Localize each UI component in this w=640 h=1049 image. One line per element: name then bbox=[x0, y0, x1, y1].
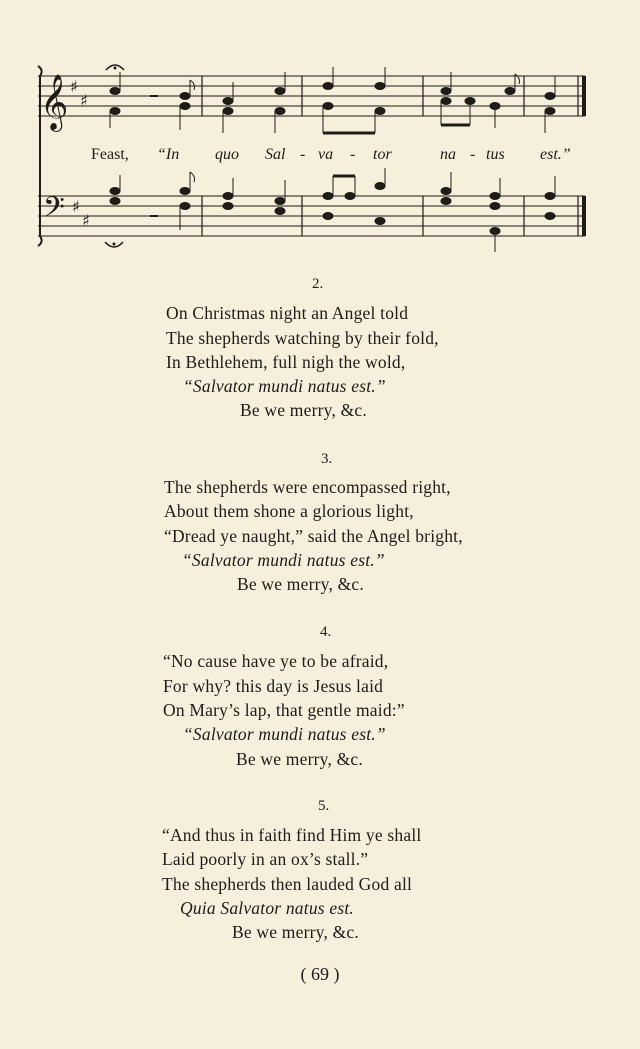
lyric-syllable: va bbox=[318, 146, 334, 163]
final-barline bbox=[582, 76, 586, 236]
lyric-syllable: tus bbox=[486, 146, 505, 163]
key-signature-treble: ♯ bbox=[70, 77, 78, 96]
verse-refrain: Be we merry, &c. bbox=[237, 574, 364, 594]
verse-number: 3. bbox=[321, 451, 333, 467]
verse-line: About them shone a glorious light, bbox=[164, 501, 414, 521]
verse-line: “And thus in faith find Him ye shall bbox=[162, 825, 422, 845]
verse-line: Laid poorly in an ox’s stall.” bbox=[162, 849, 369, 869]
verse-line: The shepherds were encompassed right, bbox=[164, 477, 451, 497]
bass-clef-icon: 𝄢 bbox=[43, 191, 65, 231]
key-signature-treble-2: ♯ bbox=[80, 91, 88, 110]
key-signature-bass-2: ♯ bbox=[82, 211, 90, 230]
verse-line: On Mary’s lap, that gentle maid:” bbox=[163, 700, 405, 720]
verse-line: “Salvator mundi natus est.” bbox=[183, 376, 386, 396]
verse-refrain: Be we merry, &c. bbox=[232, 922, 359, 942]
lyric-syllable: “In bbox=[157, 146, 180, 163]
verse-line: “No cause have ye to be afraid, bbox=[163, 651, 389, 671]
lyric-syllable: - bbox=[470, 146, 476, 163]
lyric-syllable: Sal bbox=[265, 146, 286, 163]
verse-line: “Dread ye naught,” said the Angel bright, bbox=[164, 526, 463, 546]
verse-number: 4. bbox=[320, 624, 332, 640]
lyric-syllable: Feast, bbox=[91, 146, 129, 163]
verse-line: The shepherds then lauded God all bbox=[162, 874, 413, 894]
treble-notes bbox=[110, 67, 555, 133]
bass-notes bbox=[110, 168, 555, 252]
lyric-syllable: est.” bbox=[540, 146, 571, 163]
verse-refrain: Be we merry, &c. bbox=[236, 749, 363, 769]
verse-line: In Bethlehem, full nigh the wold, bbox=[166, 352, 406, 372]
page-number: ( 69 ) bbox=[300, 964, 340, 984]
verse-line: The shepherds watching by their fold, bbox=[166, 328, 439, 348]
lyric-syllable: tor bbox=[373, 146, 392, 163]
key-signature-bass: ♯ bbox=[72, 197, 80, 216]
verse-line: “Salvator mundi natus est.” bbox=[183, 724, 386, 744]
lyric-syllable: - bbox=[350, 146, 356, 163]
verse-line: For why? this day is Jesus laid bbox=[163, 676, 384, 696]
verse-line: “Salvator mundi natus est.” bbox=[182, 550, 385, 570]
verse-line: Quia Salvator natus est. bbox=[180, 898, 354, 918]
music-score bbox=[0, 0, 640, 260]
treble-clef-icon: 𝄞 bbox=[40, 74, 69, 130]
verse-number: 5. bbox=[318, 798, 330, 814]
verse-refrain: Be we merry, &c. bbox=[240, 400, 367, 420]
lyric-syllable: quo bbox=[215, 146, 239, 163]
lyric-syllable: - bbox=[300, 146, 306, 163]
lyric-syllable: na bbox=[440, 146, 456, 163]
verse-number: 2. bbox=[312, 276, 324, 292]
verse-line: On Christmas night an Angel told bbox=[166, 303, 409, 323]
